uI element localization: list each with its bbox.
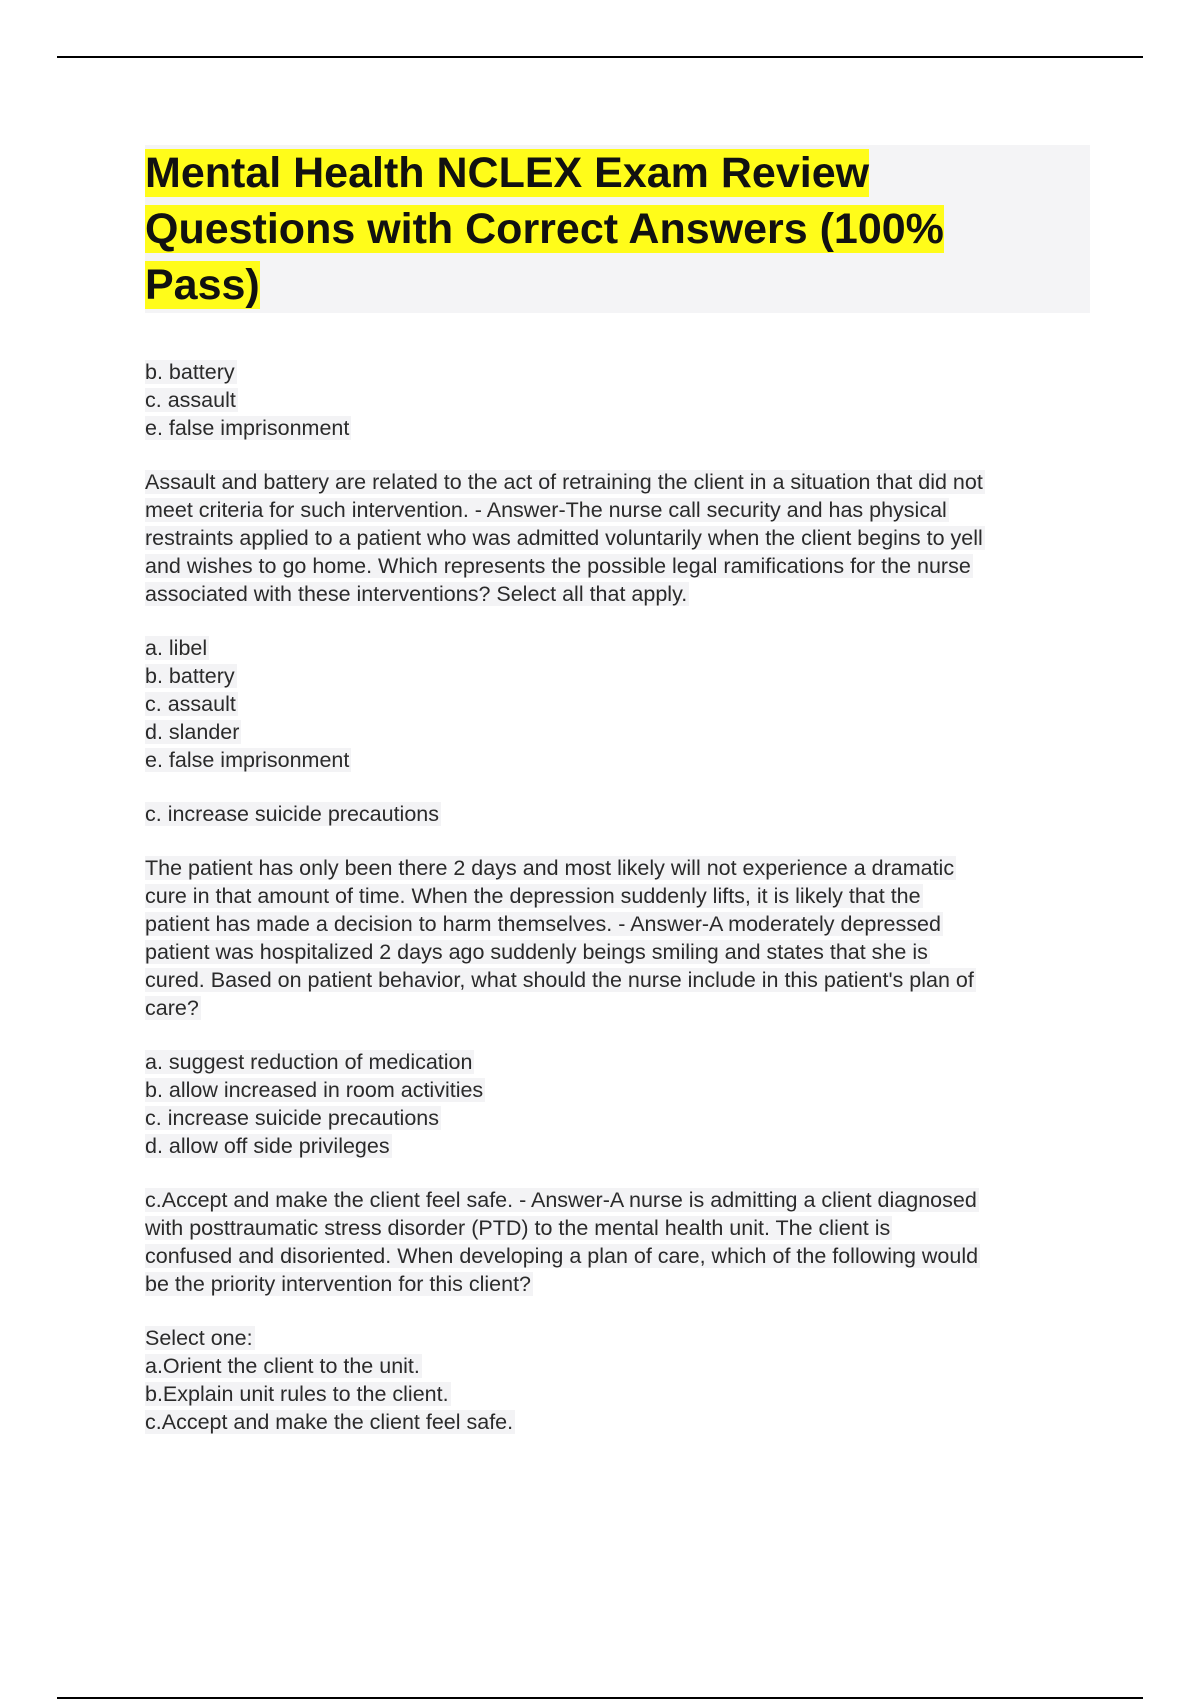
text-line: associated with these interventions? Select all that apply.: [145, 582, 688, 606]
document-body: [145, 145, 1090, 1436]
text-line: e. false imprisonment: [145, 416, 350, 440]
option-list-2: [145, 1048, 1090, 1160]
text-line: a.Orient the client to the unit.: [145, 1354, 420, 1378]
option-list-1: [145, 634, 1090, 774]
text-line: Assault and battery are related to the act of retraining the client in a situation that did not: [145, 470, 983, 494]
text-line: b.Explain unit rules to the client.: [145, 1382, 449, 1406]
title-line-1: Mental Health NCLEX Exam Review: [145, 149, 870, 197]
text-line: a. suggest reduction of medication: [145, 1050, 473, 1074]
text-line: b. allow increased in room activities: [145, 1078, 484, 1102]
bottom-rule: [57, 1697, 1143, 1699]
text-line: cured. Based on patient behavior, what should the nurse include in this patient's plan of: [145, 968, 974, 992]
text-line: b. battery: [145, 360, 235, 384]
page-title: [145, 145, 1090, 313]
text-line: c.Accept and make the client feel safe.: [145, 1410, 514, 1434]
text-line: cure in that amount of time. When the depression suddenly lifts, it is likely that the: [145, 884, 921, 908]
text-line: d. allow off side privileges: [145, 1134, 390, 1158]
text-line: a. libel: [145, 636, 208, 660]
text-line: confused and disoriented. When developing a plan of care, which of the following would: [145, 1244, 979, 1268]
text-line: c. assault: [145, 692, 236, 716]
option-list-3: [145, 1324, 1090, 1436]
text-line: c.Accept and make the client feel safe. - Answer-A nurse is admitting a client diagnosed: [145, 1188, 977, 1212]
text-line: restraints applied to a patient who was admitted voluntarily when the client begins to yell: [145, 526, 983, 550]
text-line: b. battery: [145, 664, 235, 688]
text-line: and wishes to go home. Which represents the possible legal ramifications for the nurse: [145, 554, 971, 578]
text-line: c. assault: [145, 388, 236, 412]
text-line: patient was hospitalized 2 days ago suddenly beings smiling and states that she is: [145, 940, 928, 964]
text-line: d. slander: [145, 720, 240, 744]
text-line: meet criteria for such intervention. - Answer-The nurse call security and has physical: [145, 498, 947, 522]
text-line: e. false imprisonment: [145, 748, 350, 772]
text-line: patient has made a decision to harm themselves. - Answer-A moderately depressed: [145, 912, 941, 936]
question-paragraph-2: [145, 854, 1090, 1022]
text-line: Select one:: [145, 1326, 253, 1350]
text-line: c. increase suicide precautions: [145, 1106, 439, 1130]
top-rule: [57, 56, 1143, 58]
text-line: c. increase suicide precautions: [145, 802, 439, 826]
text-line: care?: [145, 996, 199, 1020]
title-line-2: Questions with Correct Answers (100%: [145, 205, 944, 253]
title-block: [145, 145, 1090, 313]
question-paragraph-1: [145, 468, 1090, 608]
text-line: The patient has only been there 2 days and most likely will not experience a dramatic: [145, 856, 955, 880]
answer-list-1: [145, 358, 1090, 442]
text-line: be the priority intervention for this client?: [145, 1272, 532, 1296]
title-line-3: Pass): [145, 261, 260, 309]
question-paragraph-3: [145, 1186, 1090, 1298]
answer-line-2: [145, 800, 1090, 828]
text-line: with posttraumatic stress disorder (PTD) to the mental health unit. The client is: [145, 1216, 891, 1240]
